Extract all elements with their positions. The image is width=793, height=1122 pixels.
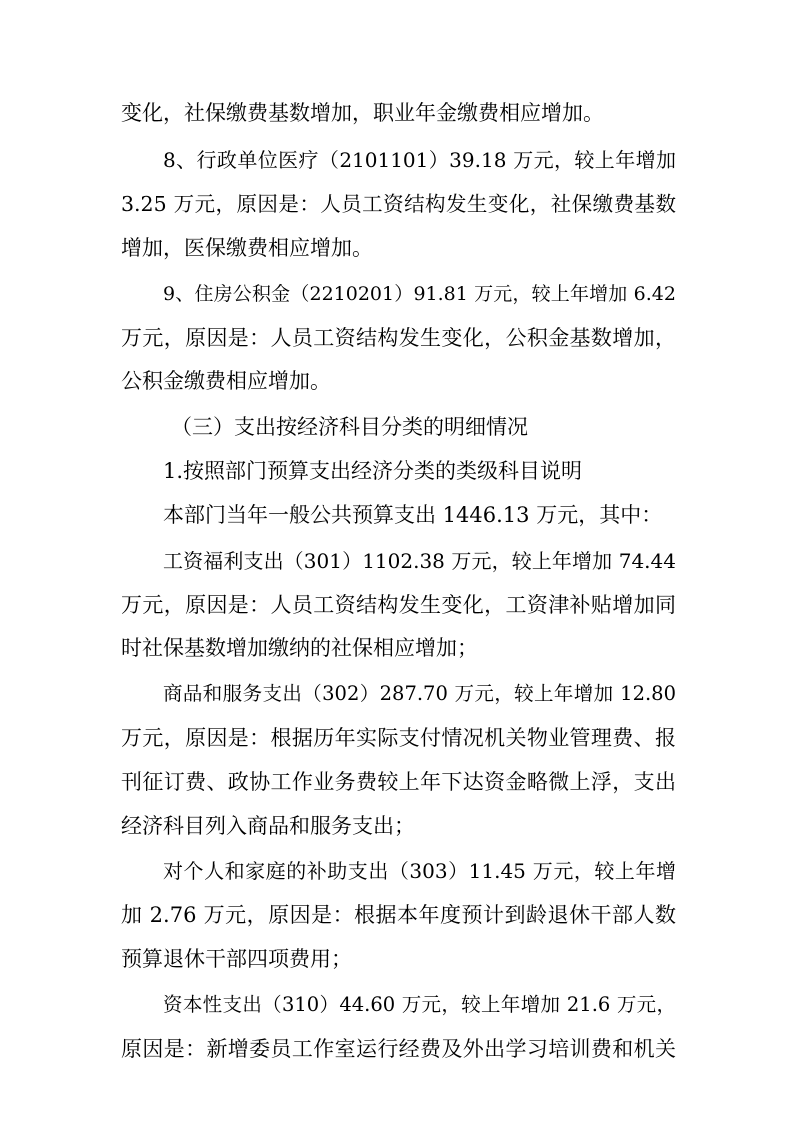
text-line: 预算退休干部四项费用； xyxy=(121,947,352,971)
text-line: 3.25 万元，原因是：人员工资结构发生变化，社保缴费基数 xyxy=(121,192,676,216)
paragraph-start-line: 8、行政单位医疗（2101101）39.18 万元，较上年增加 xyxy=(163,148,676,172)
text-line: 刊征订费、政协工作业务费较上年下达资金略微上浮，支出 xyxy=(121,770,676,794)
paragraph-start-line: 资本性支出（310）44.60 万元，较上年增加 21.6 万元， xyxy=(163,993,676,1016)
text-line: 加 2.76 万元，原因是：根据本年度预计到龄退休干部人数 xyxy=(121,903,676,927)
text-line: 万元，原因是：人员工资结构发生变化，工资津补贴增加同 xyxy=(121,593,676,617)
paragraph-start-line: 9、住房公积金（2210201）91.81 万元，较上年增加 6.42 xyxy=(163,283,676,305)
text-line: 万元，原因是：根据历年实际支付情况机关物业管理费、报 xyxy=(121,726,676,750)
paragraph-start-line: 商品和服务支出（302）287.70 万元，较上年增加 12.80 xyxy=(163,682,676,705)
text-line: 原因是：新增委员工作室运行经费及外出学习培训费和机关 xyxy=(121,1037,676,1061)
paragraph-start-line: 工资福利支出（301）1102.38 万元，较上年增加 74.44 xyxy=(163,549,676,573)
text-line: 经济科目列入商品和服务支出； xyxy=(121,814,415,838)
section-heading: （三）支出按经济科目分类的明细情况 xyxy=(171,415,528,439)
paragraph-start-line: 对个人和家庭的补助支出（303）11.45 万元，较上年增 xyxy=(163,859,676,883)
text-line: 增加，医保缴费相应增加。 xyxy=(121,236,373,260)
text-line: 万元，原因是：人员工资结构发生变化，公积金基数增加， xyxy=(121,326,676,350)
text-line: 时社保基数增加缴纳的社保相应增加； xyxy=(121,636,478,660)
subsection-heading: 1.按照部门预算支出经济分类的类级科目说明 xyxy=(163,459,583,483)
paragraph-start-line: 本部门当年一般公共预算支出 1446.13 万元，其中： xyxy=(163,503,663,527)
text-line: 公积金缴费相应增加。 xyxy=(121,369,331,393)
text-line: 变化，社保缴费基数增加，职业年金缴费相应增加。 xyxy=(121,101,604,125)
